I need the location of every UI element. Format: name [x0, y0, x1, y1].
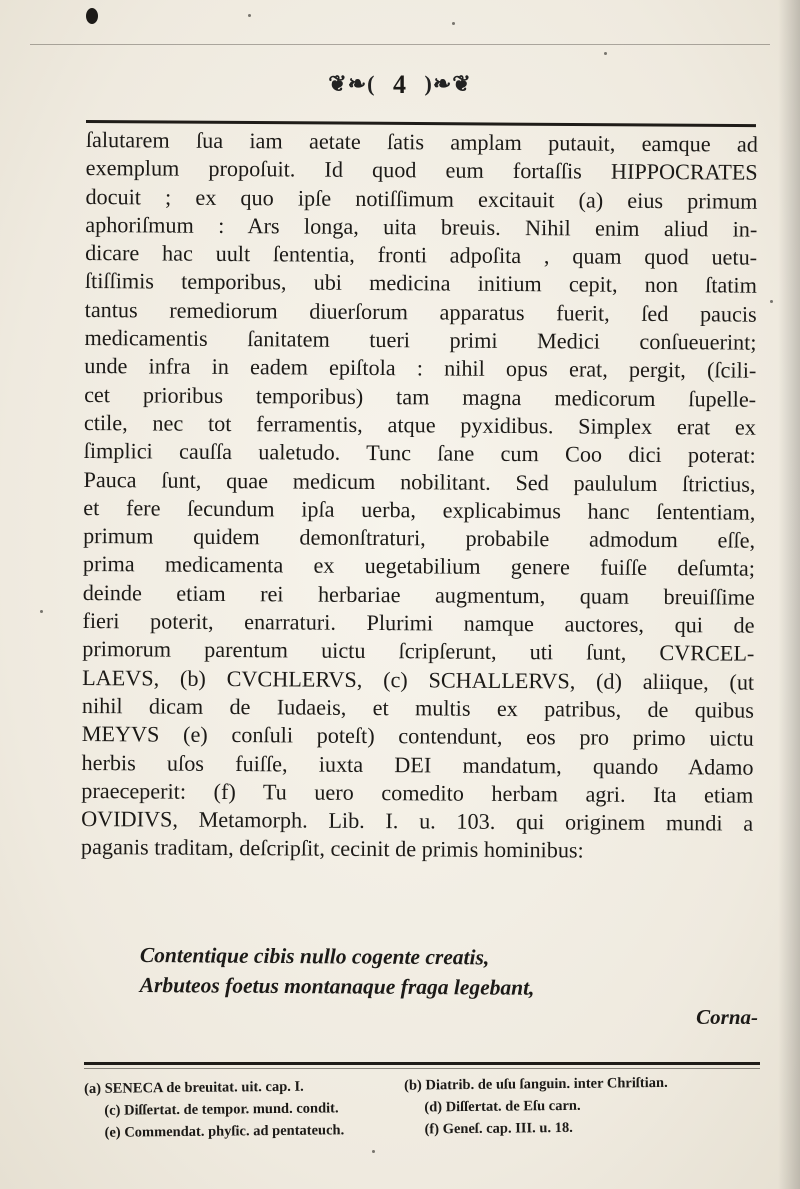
text-line: dicare hac uult ſententia, fronti adpoſita , quam quod uetu- — [85, 240, 758, 270]
text-line: ctile, nec tot ferramentis, atque pyxidibus. Simplex erat ex — [83, 409, 757, 440]
text-line: docuit ; ex quo ipſe notiſſimum excitauit (a) eius primum — [85, 183, 758, 214]
footnote-e: (e) Commendat. phyſic. ad pentateuch. — [104, 1122, 345, 1141]
ink-blot — [86, 8, 98, 24]
text-line: Pauca ſunt, quae medicum nobilitant. Sed paululum ſtrictius, — [83, 466, 756, 497]
text-line: ſalutarem ſua iam aetate ſatis amplam putauit, eamque ad — [85, 126, 758, 157]
text-line: praeceperit: (f) Tu uero comedito herbam agri. Ita etiam — [81, 777, 754, 808]
footnote-a: (a) SENECA de breuitat. uit. cap. I. — [84, 1078, 304, 1097]
footnote-b: (b) Diatrib. de uſu ſanguin. inter Chriſtian. — [404, 1074, 668, 1094]
top-fold-line — [30, 44, 770, 45]
paper-speck — [372, 1150, 375, 1153]
text-line: paganis traditam, deſcripſit, cecinit de primis hominibus: — [80, 834, 584, 863]
text-line: unde infra in eadem epiſtola : nihil opus erat, pergit, (ſcili- — [84, 353, 757, 384]
footnotes — [84, 1071, 765, 1144]
footnote-rule-thin — [84, 1068, 760, 1069]
text-line: primum quidem demonſtraturi, probabile admodum eſſe, — [83, 523, 756, 553]
text-line: deinde etiam rei herbariae augmentum, quam breuiſſime — [82, 579, 755, 610]
text-line: aphoriſmum : Ars longa, uita breuis. Nihil enim aliud in- — [85, 211, 758, 242]
footnote-c: (c) Diſſertat. de tempor. mund. condit. — [104, 1100, 339, 1119]
paper-speck — [40, 610, 43, 613]
text-line: prima medicamenta ex uegetabilium genere fuiſſe deſumta; — [82, 551, 756, 582]
paper-speck — [770, 300, 773, 303]
text-line: nihil dicam de Iudaeis, et multis ex patribus, de quibus — [81, 692, 755, 723]
footnote-f: (f) Geneſ. cap. III. u. 18. — [424, 1119, 573, 1138]
text-line: primorum parentum uictu ſcripſerunt, uti ſunt, CVRCEL- — [82, 636, 755, 667]
text-line: fieri poterit, enarraturi. Plurimi namque auctores, qui de — [82, 608, 755, 638]
main-text-block — [81, 126, 758, 866]
verse-line: Contentique cibis nullo cogente creatis, — [139, 942, 490, 970]
text-line: et fere ſecundum ipſa uerba, explicabimus hanc ſententiam, — [83, 494, 756, 525]
paper-speck — [248, 14, 251, 17]
catchword: Corna- — [696, 1005, 758, 1029]
footnote-d: (d) Diſſertat. de Eſu carn. — [424, 1097, 581, 1116]
text-line: cet prioribus temporibus) tam magna medicorum ſupelle- — [84, 381, 757, 412]
ornament-left-icon: ❦❧( — [328, 71, 376, 96]
verse-line: Arbuteos foetus montanaque fraga legebant, — [139, 972, 535, 1000]
page-edge-shadow — [778, 0, 800, 1189]
footnote-rule — [84, 1062, 760, 1065]
text-line: OVIDIVS, Metamorph. Lib. I. u. 103. qui originem mundi a — [81, 806, 754, 836]
text-line: herbis uſos fuiſſe, iuxta DEI mandatum, quando Adamo — [81, 749, 754, 780]
verse-quotation — [140, 940, 760, 1004]
text-line: LAEVS, (b) CVCHLERVS, (c) SCHALLERVS, (d) aliique, (ut — [82, 664, 755, 695]
text-line: ſimplici cauſſa ualetudo. Tunc ſane cum Coo dici poterat: — [83, 438, 756, 468]
paper-speck — [604, 52, 607, 55]
page-number: 4 — [393, 70, 407, 99]
text-line: ſtiſſimis temporibus, ubi medicina initium cepit, non ſtatim — [84, 268, 757, 299]
paper-speck — [452, 22, 455, 25]
page-header — [0, 70, 800, 100]
text-line: tantus remediorum diuerſorum apparatus fuerit, ſed paucis — [84, 296, 757, 327]
text-line: medicamentis ſanitatem tueri primi Medici conſueuerint; — [84, 325, 757, 355]
text-line: MEYVS (e) conſuli poteſt) contendunt, eos pro primo uictu — [81, 721, 754, 751]
ornament-right-icon: )❧❦ — [424, 71, 472, 96]
text-line: exemplum propoſuit. Id quod eum fortaſſis HIPPOCRATES — [85, 155, 758, 185]
